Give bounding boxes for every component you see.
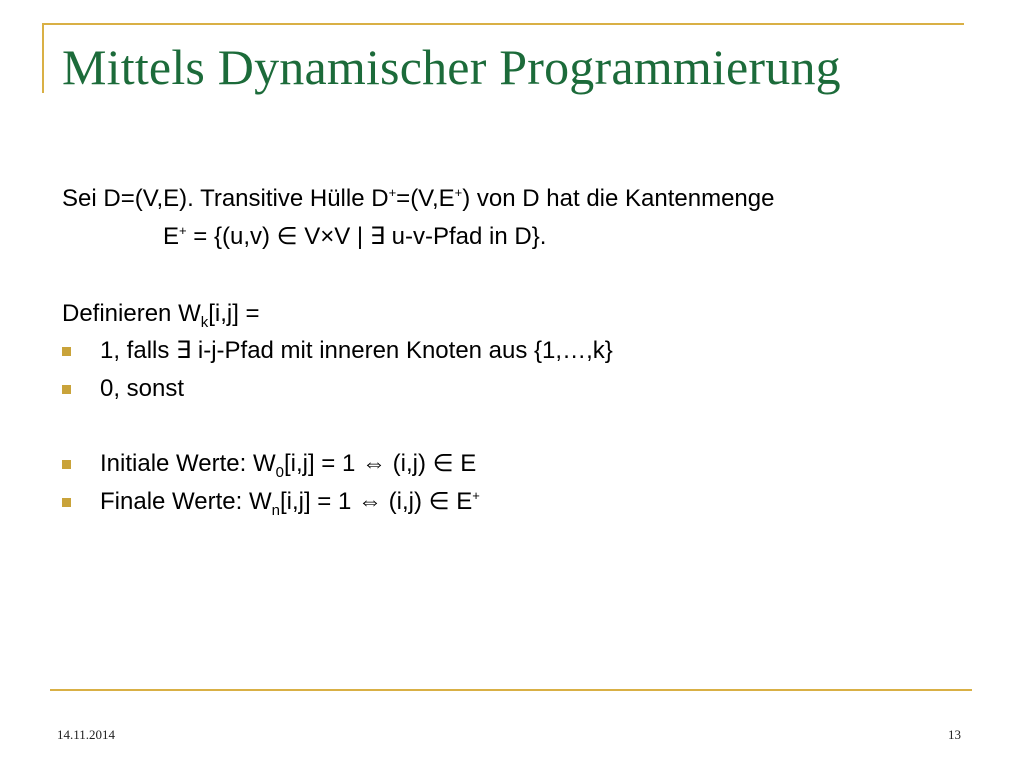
bullet-item xyxy=(62,337,613,375)
bullet-list xyxy=(62,337,613,526)
top-frame-line xyxy=(42,23,964,25)
definition-sup: + xyxy=(179,223,187,238)
page-number: 13 xyxy=(948,727,961,742)
define-w-prefix: Definieren W xyxy=(62,300,201,327)
intro-line xyxy=(62,185,774,213)
square-bullet-icon xyxy=(62,347,71,356)
bullet-prefix: Finale Werte: W xyxy=(100,488,272,515)
intro-part2: =(V,E xyxy=(396,185,455,212)
intro-sup2: + xyxy=(454,185,463,200)
definition-lhs: E xyxy=(163,223,180,250)
slide-title: Mittels Dynamischer Programmierung xyxy=(62,39,841,95)
bullet-suffix: [i,j] = 1 ⇔ (i,j) ∈ E xyxy=(283,450,477,477)
define-w-line xyxy=(62,300,260,331)
define-w-sub: k xyxy=(200,313,209,331)
footer-date: 14.11.2014 xyxy=(57,727,116,742)
left-frame-line xyxy=(42,23,44,93)
square-bullet-icon xyxy=(62,460,71,469)
bullet-item xyxy=(62,375,613,413)
define-w-suffix: [i,j] = xyxy=(208,300,260,327)
bullet-prefix: Initiale Werte: W xyxy=(100,450,276,477)
bullet-text: 1, falls ∃ i-j-Pfad mit inneren Knoten aus {1,…,k} xyxy=(100,337,613,364)
definition-rhs: = {(u,v) ∈ V×V | ∃ u-v-Pfad in D}. xyxy=(186,223,547,250)
bullet-sub: n xyxy=(271,501,280,519)
bullet-text: 0, sonst xyxy=(100,375,185,402)
intro-sup1: + xyxy=(388,185,397,200)
square-bullet-icon xyxy=(62,498,71,507)
bullet-sub: 0 xyxy=(275,463,284,481)
bullet-item xyxy=(62,488,613,526)
definition-line xyxy=(163,223,546,251)
footer-divider xyxy=(50,689,972,691)
bullet-sup: + xyxy=(472,488,480,503)
square-bullet-icon xyxy=(62,385,71,394)
intro-part1: Sei D=(V,E). Transitive Hülle D xyxy=(62,185,389,212)
bullet-item xyxy=(62,450,613,488)
bullet-suffix: [i,j] = 1 ⇔ (i,j) ∈ E xyxy=(279,488,473,515)
intro-part3: ) von D hat die Kantenmenge xyxy=(462,185,775,212)
